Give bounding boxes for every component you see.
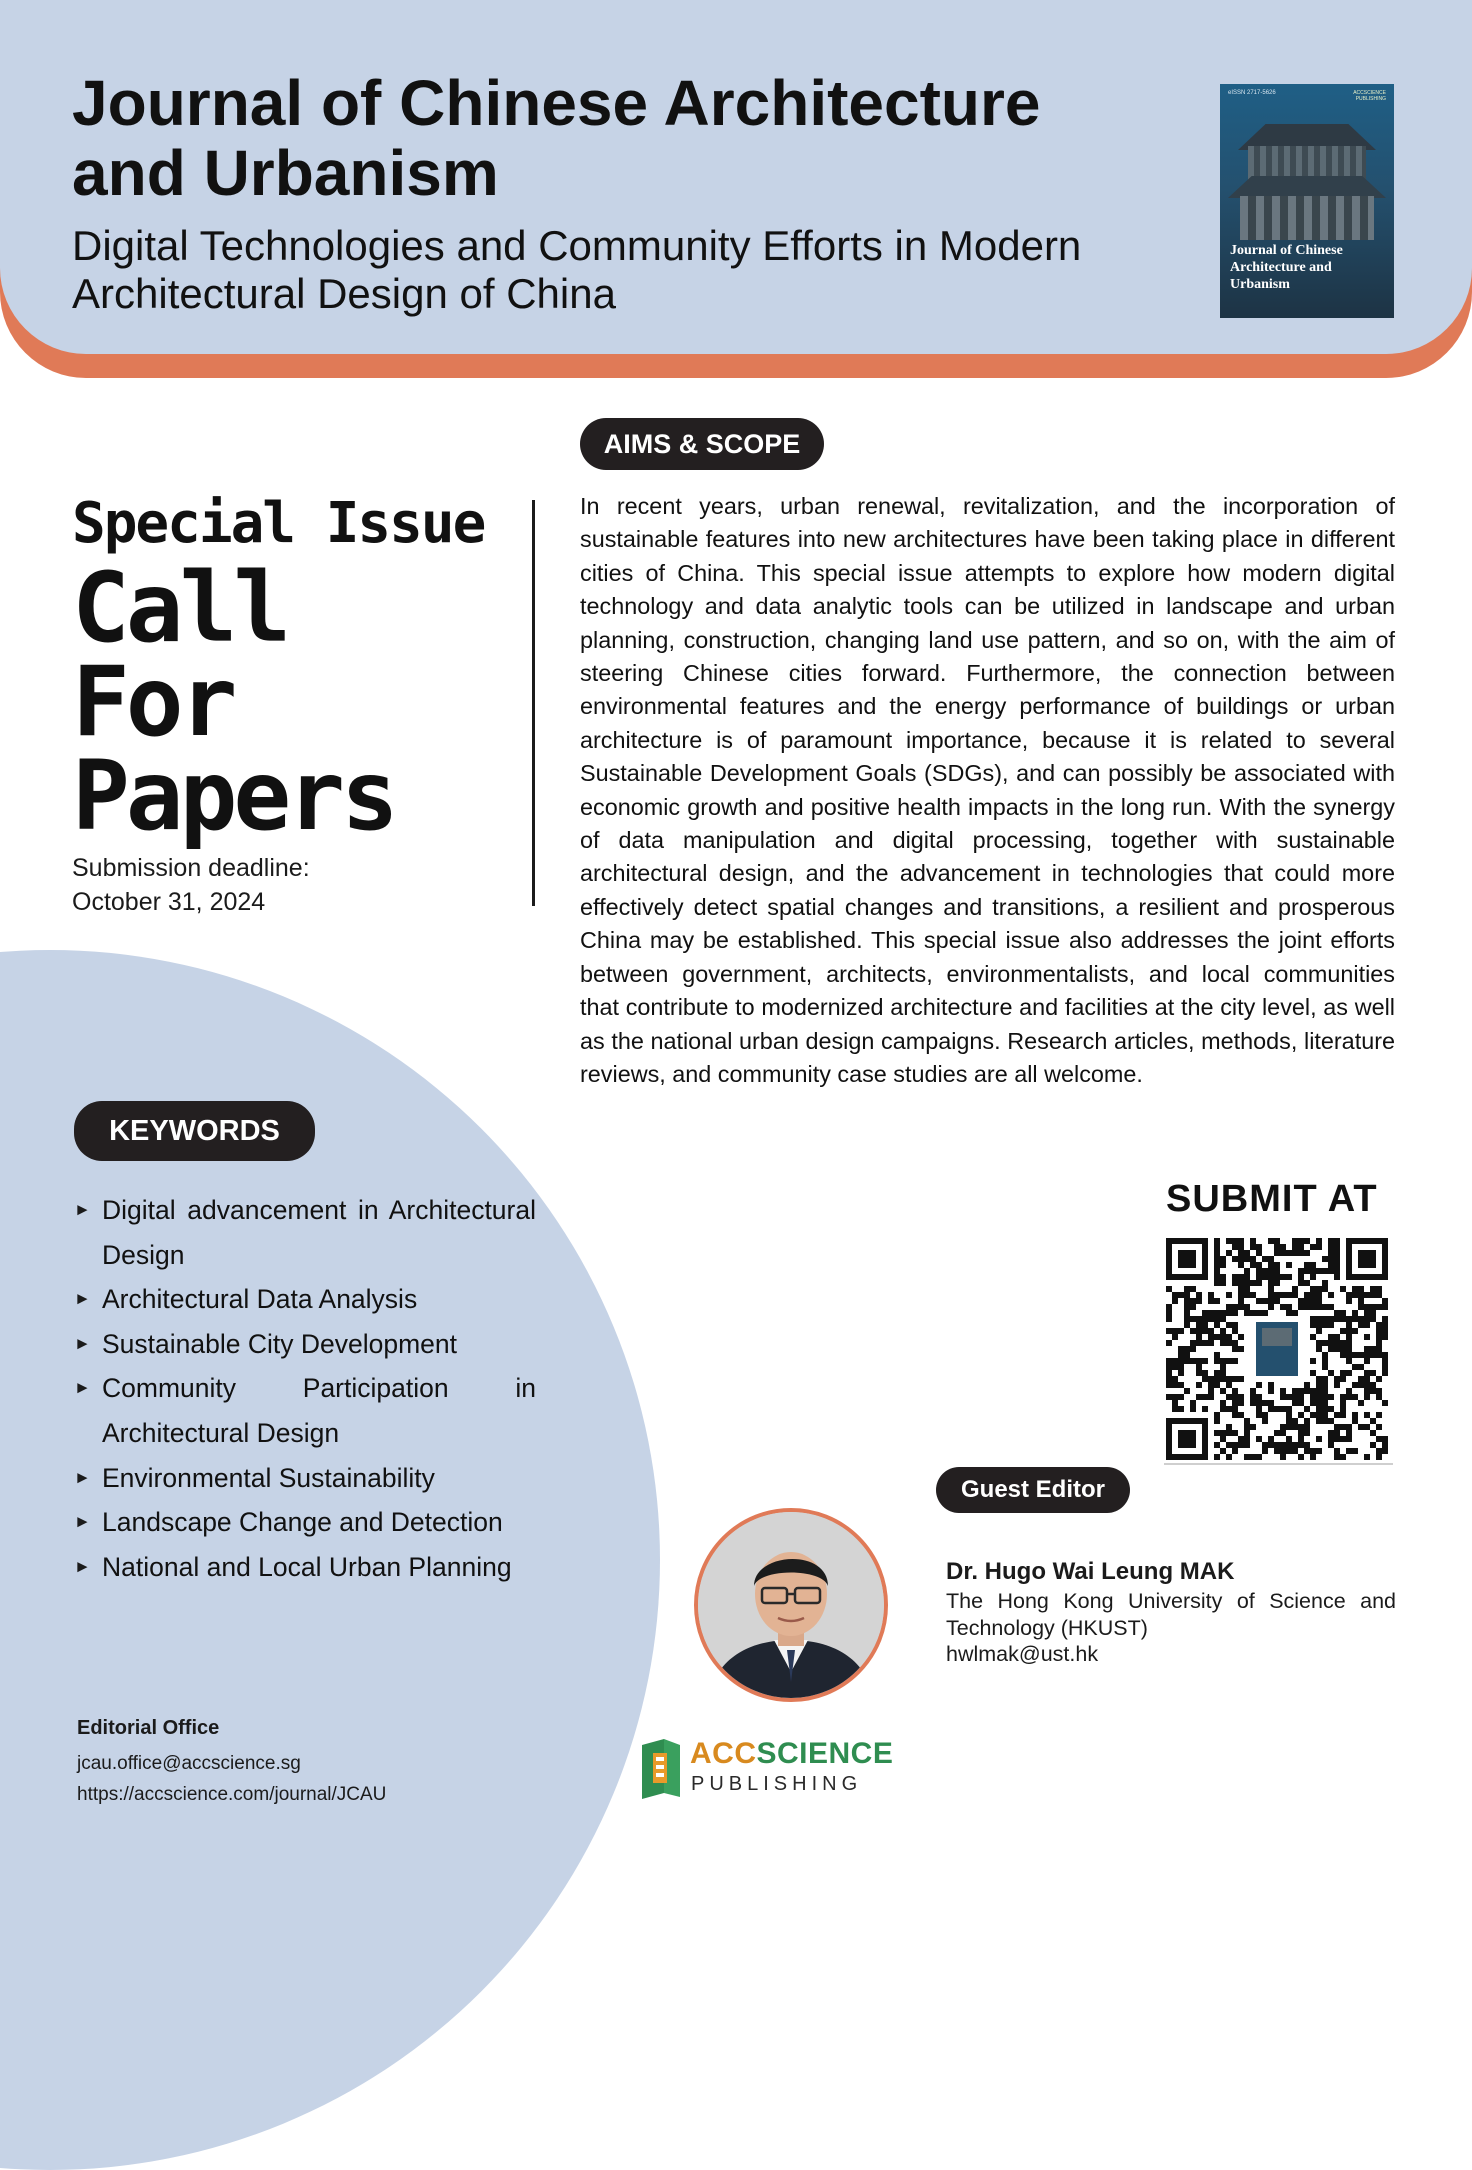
keyword-text: Digital advancement in Architectural Design xyxy=(102,1195,536,1270)
bullet-arrow-icon: ► xyxy=(74,1200,91,1219)
portrait-graphic xyxy=(698,1512,884,1698)
for-line: For xyxy=(72,646,234,758)
guest-editor-name: Dr. Hugo Wai Leung MAK xyxy=(946,1558,1235,1585)
guest-editor-heading: Guest Editor xyxy=(936,1467,1130,1513)
cover-title: Journal of Chinese Architecture and Urbanism xyxy=(1230,243,1343,292)
bullet-arrow-icon: ► xyxy=(74,1289,91,1309)
qr-code-graphic xyxy=(1166,1238,1388,1462)
keyword-item xyxy=(74,1500,536,1545)
column-divider xyxy=(532,500,535,906)
bullet-arrow-icon: ► xyxy=(74,1333,91,1353)
keyword-item xyxy=(74,1545,536,1590)
keyword-item xyxy=(74,1322,536,1367)
cover-building-body xyxy=(1248,146,1366,180)
keyword-text: National and Local Urban Planning xyxy=(102,1551,512,1582)
deadline-label: Submission deadline: xyxy=(72,854,310,882)
keyword-text: Community Participation in Architectural Design xyxy=(102,1373,536,1448)
keyword-text: Landscape Change and Detection xyxy=(102,1507,503,1538)
bullet-arrow-icon: ► xyxy=(74,1512,91,1532)
guest-editor-photo xyxy=(694,1508,888,1702)
cover-publisher-mark: ACCSCIENCE PUBLISHING xyxy=(1353,90,1386,102)
deadline-date: October 31, 2024 xyxy=(72,888,266,916)
keywords-heading: KEYWORDS xyxy=(74,1101,315,1161)
keyword-text: Sustainable City Development xyxy=(102,1328,457,1359)
aims-scope-heading: AIMS & SCOPE xyxy=(580,418,824,470)
publisher-name-science: SCIENCE xyxy=(756,1737,894,1770)
journal-title: Journal of Chinese Architecture and Urbanism xyxy=(72,67,1041,209)
publisher-logo xyxy=(638,1735,894,1801)
bullet-arrow-icon: ► xyxy=(74,1556,91,1576)
call-line: Call xyxy=(72,552,288,664)
submit-at-label: SUBMIT AT xyxy=(1166,1178,1378,1220)
editorial-url[interactable]: https://accscience.com/journal/JCAU xyxy=(77,1784,387,1805)
keyword-text: Architectural Data Analysis xyxy=(102,1284,418,1315)
qr-code-icon[interactable] xyxy=(1166,1238,1388,1462)
papers-line: Papers xyxy=(72,740,395,852)
journal-cover-image xyxy=(1220,84,1394,318)
publisher-subtitle: PUBLISHING xyxy=(691,1773,863,1795)
cover-meta: eISSN 2717-5626 xyxy=(1228,90,1276,96)
guest-editor-affiliation: The Hong Kong University of Science and Technology (HKUST) xyxy=(946,1589,1396,1640)
guest-editor-email[interactable]: hwlmak@ust.hk xyxy=(946,1642,1099,1666)
issue-subtitle: Digital Technologies and Community Efforts in Modern Architectural Design of China xyxy=(72,222,1082,317)
qr-underline xyxy=(1164,1463,1393,1465)
cover-building-roof-lower xyxy=(1228,176,1386,198)
keyword-item xyxy=(74,1277,536,1322)
cover-building-body-lower xyxy=(1240,196,1374,240)
bullet-arrow-icon: ► xyxy=(74,1467,91,1487)
keyword-item xyxy=(74,1188,536,1277)
bullet-arrow-icon: ► xyxy=(74,1378,91,1398)
editorial-office-heading: Editorial Office xyxy=(77,1717,220,1739)
keyword-item xyxy=(74,1366,536,1455)
publisher-name-acc: ACC xyxy=(690,1737,757,1770)
keyword-list xyxy=(74,1188,536,1589)
aims-scope-text: In recent years, urban renewal, revitalization, and the incorporation of sustainable features into new architectures have been taking place in different cities of China. This special issue attempts to explore how modern digital technology and data analytic tools can be utilized in landscape and urban planning, construction, changing land use pattern, and so on, with the aim of steering Chinese cities forward. Furthermore, the connection between environmental features and the energy performance of buildings or urban architecture is of paramount importance, because it is related to several Sustainable Development Goals (SDGs), and can possibly be associated with economic growth and positive health impacts in the long run. With the synergy of data manipulation and digital processing, together with sustainable architectural design, and the advancement in technologies that could more effectively detect spatial changes and transitions, a resilient and prosperous China may be established. This special issue also addresses the joint efforts between government, architects, environmentalists, and local communities that contribute to modernized architecture and facilities at the city level, as well as the national urban design campaigns. Research articles, methods, literature reviews, and community case studies are all welcome. xyxy=(580,493,1395,1087)
keyword-text: Environmental Sustainability xyxy=(102,1462,435,1493)
special-issue-label: Special Issue xyxy=(72,491,485,556)
keyword-item xyxy=(74,1456,536,1501)
editorial-email[interactable]: jcau.office@accscience.sg xyxy=(77,1753,301,1774)
publisher-name xyxy=(690,1737,893,1771)
publisher-book-icon xyxy=(638,1737,684,1799)
